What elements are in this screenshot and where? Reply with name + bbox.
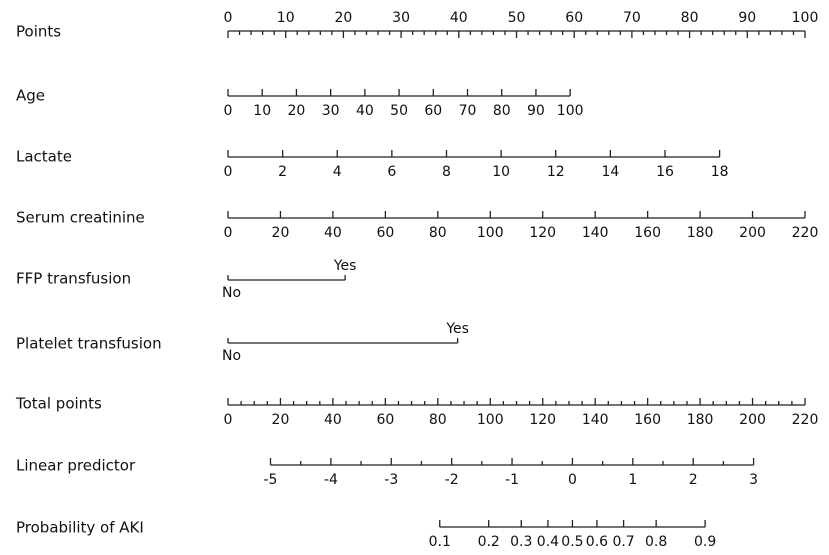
points-tick-label: 50	[507, 10, 526, 26]
total-points-tick-label: 60	[376, 412, 395, 428]
probability-of-aki-tick-label: 0.6	[585, 534, 609, 550]
total-points-tick-label: 80	[428, 412, 447, 428]
linear-predictor-tick-label: -1	[505, 472, 520, 488]
probability-of-aki-tick-label: 0.3	[510, 534, 533, 550]
probability-of-aki-tick-label: 0.8	[645, 534, 668, 550]
lactate-tick-label: 2	[278, 164, 288, 180]
linear-predictor-tick-label: -3	[384, 472, 399, 488]
probability-of-aki-tick-label: 0.7	[612, 534, 635, 550]
probability-of-aki-tick-label: 0.9	[693, 534, 717, 550]
linear-predictor-tick-label: 2	[688, 472, 698, 488]
total-points-tick-label: 100	[476, 412, 504, 428]
total-points-tick-label: 220	[791, 412, 819, 428]
platelet-transfusion-label-yes: Yes	[446, 321, 469, 337]
linear-predictor-tick-label: 1	[628, 472, 638, 488]
linear-predictor-tick-label: 3	[749, 472, 759, 488]
linear-predictor-tick-label: -5	[263, 472, 278, 488]
points-tick-label: 60	[565, 10, 584, 26]
age-tick-label: 70	[458, 103, 477, 119]
serum-creatinine-tick-label: 160	[634, 225, 662, 241]
lactate-tick-label: 0	[223, 164, 233, 180]
age-tick-label: 60	[424, 103, 443, 119]
points-tick-label: 30	[392, 10, 411, 26]
ffp-transfusion-label-no: No	[222, 285, 242, 301]
serum-creatinine-tick-label: 20	[271, 225, 290, 241]
row-label-age: Age	[16, 86, 46, 105]
row-label-total-points: Total points	[16, 394, 102, 413]
linear-predictor-tick-label: -2	[444, 472, 459, 488]
probability-of-aki-tick-label: 0.1	[428, 534, 451, 550]
lactate-tick-label: 18	[710, 164, 729, 180]
platelet-transfusion-label-no: No	[222, 348, 242, 364]
serum-creatinine-tick-label: 40	[323, 225, 342, 241]
total-points-tick-label: 0	[223, 412, 233, 428]
row-label-points: Points	[16, 22, 62, 41]
age-tick-label: 0	[223, 103, 233, 119]
lactate-tick-label: 12	[546, 164, 565, 180]
total-points-tick-label: 200	[739, 412, 766, 428]
serum-creatinine-tick-label: 100	[476, 225, 504, 241]
row-label-serum-creatinine: Serum creatinine	[16, 208, 145, 227]
serum-creatinine-tick-label: 120	[529, 225, 557, 241]
lactate-tick-label: 10	[492, 164, 511, 180]
row-label-ffp-transfusion: FFP transfusion	[16, 269, 132, 288]
age-tick-label: 50	[390, 103, 408, 119]
serum-creatinine-tick-label: 0	[223, 225, 233, 241]
total-points-tick-label: 180	[686, 412, 714, 428]
age-tick-label: 20	[287, 103, 306, 119]
probability-of-aki-tick-label: 0.5	[561, 534, 584, 550]
points-tick-label: 20	[334, 10, 353, 26]
linear-predictor-tick-label: -4	[323, 472, 338, 488]
age-tick-label: 100	[556, 103, 584, 119]
points-tick-label: 70	[622, 10, 641, 26]
age-tick-label: 30	[321, 103, 340, 119]
lactate-tick-label: 4	[332, 164, 342, 180]
lactate-tick-label: 8	[442, 164, 451, 180]
total-points-tick-label: 140	[581, 412, 609, 428]
total-points-tick-label: 120	[529, 412, 557, 428]
points-tick-label: 90	[738, 10, 757, 26]
serum-creatinine-tick-label: 140	[581, 225, 609, 241]
lactate-tick-label: 16	[656, 164, 674, 180]
ffp-transfusion-label-yes: Yes	[333, 258, 357, 274]
serum-creatinine-tick-label: 220	[791, 225, 819, 241]
points-tick-label: 0	[223, 10, 233, 26]
lactate-tick-label: 6	[387, 164, 397, 180]
total-points-tick-label: 20	[271, 412, 290, 428]
serum-creatinine-tick-label: 180	[686, 225, 714, 241]
total-points-tick-label: 40	[323, 412, 342, 428]
age-tick-label: 80	[492, 103, 511, 119]
points-tick-label: 40	[449, 10, 468, 26]
points-tick-label: 100	[791, 10, 819, 26]
age-tick-label: 10	[253, 103, 272, 119]
serum-creatinine-tick-label: 200	[739, 225, 766, 241]
linear-predictor-tick-label: 0	[567, 472, 577, 488]
row-label-linear-predictor: Linear predictor	[16, 456, 136, 475]
total-points-tick-label: 160	[634, 412, 662, 428]
probability-of-aki-tick-label: 0.4	[536, 534, 560, 550]
lactate-tick-label: 14	[601, 164, 620, 180]
serum-creatinine-tick-label: 60	[376, 225, 395, 241]
row-label-probability-of-aki: Probability of AKI	[16, 518, 144, 537]
age-tick-label: 40	[355, 103, 374, 119]
probability-of-aki-tick-label: 0.2	[477, 534, 500, 550]
age-tick-label: 90	[527, 103, 545, 119]
points-tick-label: 10	[276, 10, 295, 26]
row-label-platelet-transfusion: Platelet transfusion	[16, 334, 162, 353]
row-label-lactate: Lactate	[16, 147, 72, 166]
points-tick-label: 80	[680, 10, 699, 26]
serum-creatinine-tick-label: 80	[428, 225, 447, 241]
